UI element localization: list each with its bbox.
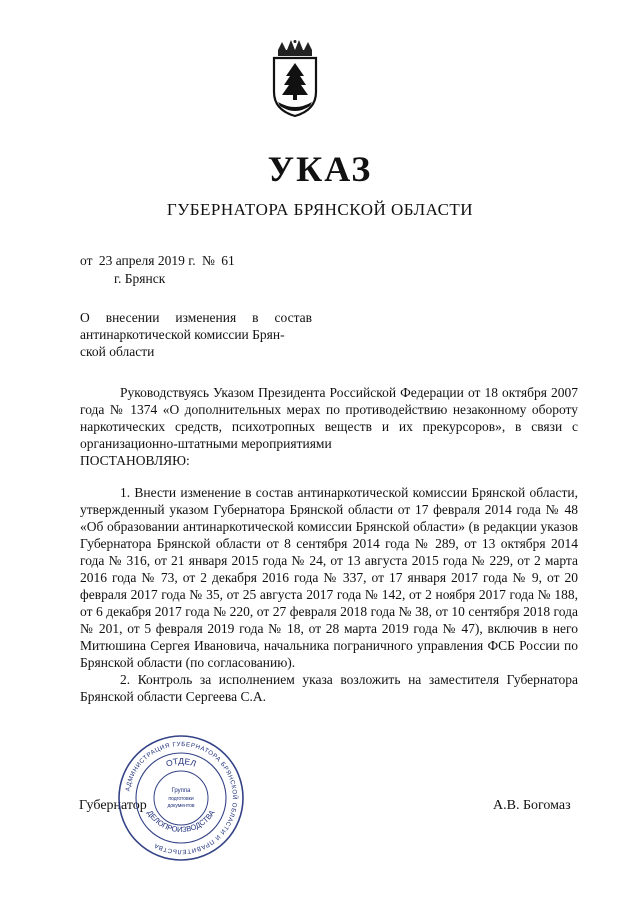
stamp-group-line3: документов <box>167 803 195 809</box>
subject-block <box>80 309 312 360</box>
subject-line: О внесении изменения в состав <box>80 310 312 325</box>
stamp-group-line2: подготовки <box>168 796 194 802</box>
preamble-paragraph: Руководствуясь Указом Президента Российской Федерации от 18 октября 2007 года № 1374 «О дополнительных мерах по противодействию незаконному обороту наркотических средств, психотропных веществ и их прекурсоров», в связи с организационно-штатными мероприятиями <box>80 385 578 451</box>
stamp-ring-text: АДМИНИСТРАЦИЯ ГУБЕРНАТОРА БРЯНСКОЙ ОБЛАСТИ И ПРАВИТЕЛЬСТВА <box>124 740 239 856</box>
document-title: УКАЗ <box>267 149 373 189</box>
official-stamp <box>116 733 246 863</box>
decree-word: ПОСТАНОВЛЯЮ: <box>80 453 190 468</box>
signature-name: А.В. Богомаз <box>493 798 571 813</box>
document-number: 61 <box>221 253 235 268</box>
document-date: 23 апреля 2019 г. <box>98 253 196 268</box>
stamp-group-line1: Группа <box>171 788 191 794</box>
svg-text:ОТДЕЛ <box>165 756 198 769</box>
stamp-division: ДЕЛОПРОИЗВОДСТВА <box>145 808 217 835</box>
document-body <box>80 384 578 705</box>
date-prefix: от <box>80 253 93 268</box>
stamp-department: ОТДЕЛ <box>164 755 198 769</box>
item-2-paragraph: 2. Контроль за исполнением указа возложить на заместителя Губернатора Брянской области Сергеева С.А. <box>80 672 578 704</box>
document-city: г. Брянск <box>114 271 166 286</box>
subject-line: антинаркотической комиссии Брян- <box>80 327 285 342</box>
number-sign: № <box>201 253 215 268</box>
subject-line: ской области <box>80 344 155 359</box>
item-1-paragraph: 1. Внести изменение в состав антинаркотической комиссии Брянской области, утвержденный указом Губернатора Брянской области от 17 февраля 2014 года № 48 «Об образовании антинаркотической комиссии Брянской области» (в редакции указов Губернатора Брянской области от 8 сентября 2014 года № 289, от 13 октября 2014 года № 316, от 21 января 2015 года № 24, от 13 августа 2015 года № 229, от 2 марта 2016 года № 73, от 2 декабря 2016 года № 337, от 17 января 2017 года № 9, от 20 февраля 2017 года № 35, от 25 августа 2017 года № 142, от 2 ноября 2017 года № 188, от 6 декабря 2017 года № 220, от 27 февраля 2018 года № 38, от 10 сентября 2018 года № 201, от 5 февраля 2019 года № 18, от 28 марта 2019 года № 47), включив в него Митюшина Сергея Ивановича, начальника пограничного управления ФСБ России по Брянской области (по согласованию). <box>80 485 578 670</box>
coat-of-arms-emblem <box>268 40 322 120</box>
document-subtitle: ГУБЕРНАТОРА БРЯНСКОЙ ОБЛАСТИ <box>166 200 474 219</box>
date-line <box>80 253 238 269</box>
svg-text:ДЕЛОПРОИЗВОДСТВА <box>145 809 216 835</box>
signature-position: Губернатор <box>79 798 147 813</box>
